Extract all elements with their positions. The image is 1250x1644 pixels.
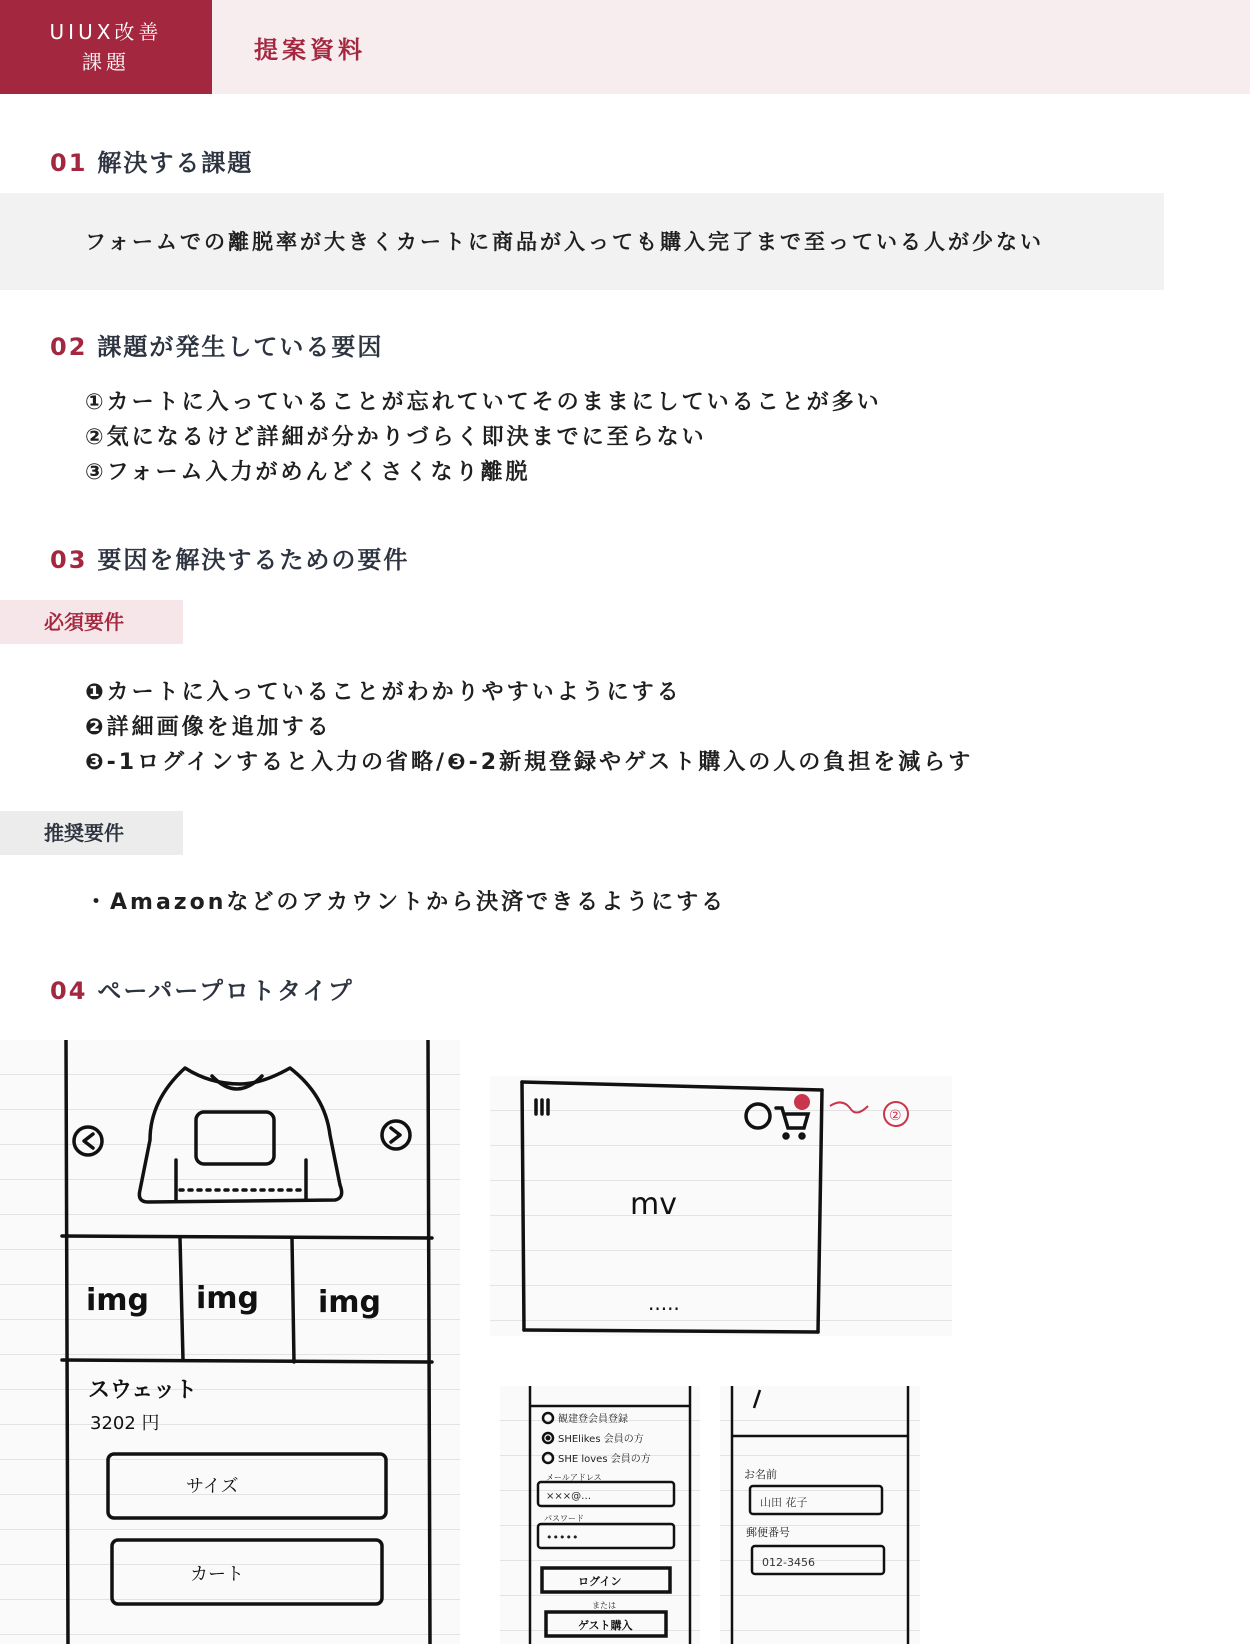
section-02-heading (50, 327, 383, 362)
recommended-label: 推奨要件 (0, 811, 183, 855)
sketch-postal-value: 012-3456 (762, 1556, 815, 1569)
sketch-name-label: お名前 (744, 1468, 777, 1481)
sketch-postal-label: 郵便番号 (746, 1526, 790, 1539)
sketch-email-label: メールアドレス (546, 1473, 602, 1482)
problem-box (0, 193, 1164, 290)
header-bar (0, 0, 1250, 94)
sketch-guest-button: ゲスト購入 (578, 1619, 633, 1632)
sketch-login-option: 観建登会員登録 (558, 1414, 628, 1425)
required-item: ❷詳細画像を追加する (85, 715, 332, 740)
sketch-product-detail (0, 1040, 460, 1644)
section-number: 03 (50, 546, 88, 574)
sketch-password-value: ••••• (546, 1531, 579, 1544)
cause-item: ③フォーム入力がめんどくさくなり離脱 (85, 460, 531, 485)
sketch-input-form (720, 1386, 920, 1644)
required-label: 必須要件 (0, 600, 183, 644)
section-04-heading (50, 971, 354, 1006)
sketch-email-value: ×××@… (546, 1491, 592, 1502)
section-number: 02 (50, 333, 88, 361)
section-number: 04 (50, 977, 88, 1005)
section-01-heading (50, 143, 253, 178)
causes-list (85, 385, 882, 490)
sketch-login-button: ログイン (578, 1575, 622, 1588)
section-title: 解決する課題 (97, 149, 254, 177)
sketch-mv-label: mv (630, 1187, 677, 1222)
sketch-name-value: 山田 花子 (760, 1496, 808, 1509)
section-number: 01 (50, 149, 88, 177)
sketch-cart-button: カート (190, 1564, 244, 1585)
section-title: 要因を解決するための要件 (97, 546, 410, 574)
required-item: ❶カートに入っていることがわかりやすいようにする (85, 680, 682, 705)
sketch-size-button: サイズ (186, 1476, 239, 1497)
paper-prototype-photos (0, 1036, 1250, 1644)
header-tag-line2: 課題 (82, 50, 130, 74)
sketch-password-label: パスワード (544, 1514, 584, 1523)
sketch-img-label: img (196, 1281, 260, 1316)
sketch-carousel-dots: ..... (648, 1291, 680, 1315)
recommended-list (85, 885, 726, 920)
section-title: 課題が発生している要因 (97, 333, 384, 361)
required-item: ❸-1ログインすると入力の省略/❸-2新規登録やゲスト購入の人の負担を減らす (85, 750, 974, 775)
header-tag (0, 0, 212, 94)
sketch-product-price: 3202 円 (90, 1413, 160, 1434)
header-title: 提案資料 (254, 36, 366, 64)
sketch-top-page (490, 1076, 952, 1336)
required-list (85, 675, 973, 780)
sketch-product-name: スウェット (88, 1378, 198, 1403)
sketch-login-svg (500, 1386, 700, 1644)
sketch-note-number: ② (889, 1108, 902, 1124)
sketch-top-svg (490, 1076, 952, 1336)
recommended-item: ・Amazonなどのアカウントから決済できるようにする (85, 890, 727, 915)
cause-item: ①カートに入っていることが忘れていてそのままにしていることが多い (85, 390, 882, 415)
section-title: ペーパープロトタイプ (97, 977, 354, 1005)
cause-item: ②気になるけど詳細が分かりづらく即決までに至らない (85, 425, 707, 450)
sketch-img-label: img (318, 1285, 382, 1320)
sketch-form-svg (720, 1386, 920, 1644)
sketch-login (500, 1386, 700, 1644)
sketch-login-option: SHE loves 会員の方 (558, 1454, 651, 1465)
section-03-heading (50, 540, 409, 575)
problem-text: フォームでの離脱率が大きくカートに商品が入っても購入完了まで至っている人が少ない (85, 230, 1044, 254)
sketch-product-svg (0, 1040, 460, 1644)
sketch-login-option: SHElikes 会員の方 (558, 1434, 644, 1445)
header-tag-line1: UIUX改善 (49, 20, 163, 44)
sketch-or-label: または (592, 1601, 616, 1610)
sketch-img-label: img (86, 1283, 150, 1318)
